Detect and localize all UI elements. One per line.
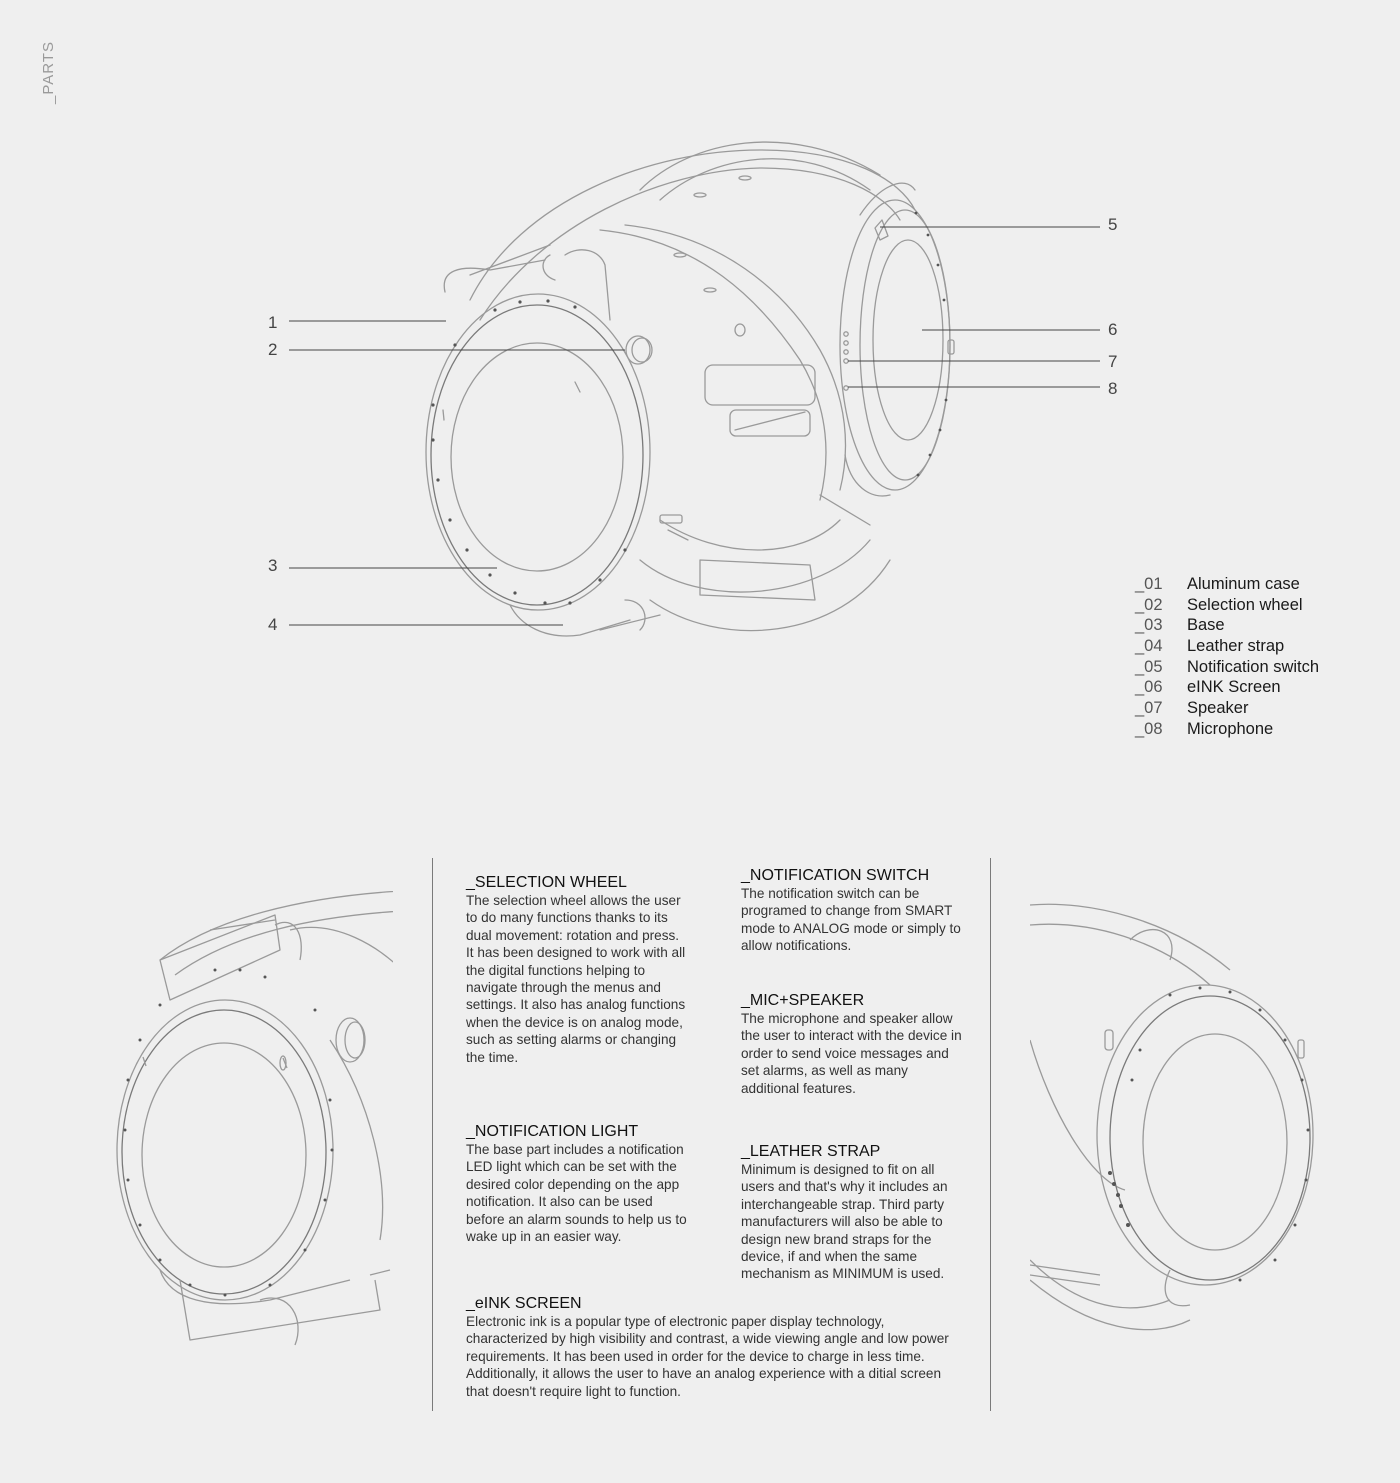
section-body: Electronic ink is a popular type of electronic paper display technology, characterized by high visibility and contrast, a wide viewing angle and low power requirements. It has been used in order for the device to charge in less time. Additionally, it allows the user to have an analog experience with a ditial screen that doesn't require light to function. [466,1314,949,1399]
watch-front-illustration [100,880,400,1360]
section-notification-light [466,1122,691,1245]
section-body: The base part includes a notification LED light which can be set with the desired color depending on the app notification. It also can be used before an alarm sounds to help us to wake up in an easier way. [466,1142,687,1245]
parts-legend [1135,574,1375,740]
legend-label: Leather strap [1187,636,1285,655]
divider-left [432,858,433,1411]
legend-label: eINK Screen [1187,678,1281,697]
legend-label: Aluminum case [1187,574,1300,593]
legend-label: Speaker [1187,698,1249,717]
watch-back-illustration [1030,880,1330,1360]
callout-number-3: 3 [268,556,278,575]
section-body: The notification switch can be programed to change from SMART mode to ANALOG mode or simply to allow notifications. [741,886,961,954]
legend-row [1135,719,1375,740]
legend-code: _01 [1135,574,1163,593]
legend-row [1135,636,1375,657]
section-title: _MIC+SPEAKER [741,992,865,1009]
section-leather-strap [741,1142,966,1283]
callout-number-4: 4 [268,615,278,634]
section-title: _NOTIFICATION LIGHT [466,1123,639,1140]
legend-code: _03 [1135,616,1163,635]
section-body: Minimum is designed to fit on all users and that's why it includes an interchangeable strap. Third party manufacturers will also be able to design new brand straps for the device, if and when the same mechanism as MINIMUM is used. [741,1162,948,1282]
section-title: _eINK SCREEN [466,1295,582,1312]
section-notification-switch [741,866,966,955]
legend-label: Microphone [1187,719,1274,738]
callout-number-7: 7 [1108,352,1118,371]
legend-code: _02 [1135,595,1163,614]
legend-row [1135,657,1375,678]
legend-code: _04 [1135,636,1163,655]
legend-label: Notification switch [1187,657,1320,676]
legend-row [1135,574,1375,595]
callout-number-6: 6 [1108,320,1118,339]
legend-row [1135,698,1375,719]
legend-code: _05 [1135,657,1163,676]
legend-code: _08 [1135,719,1163,738]
divider-right [990,858,991,1411]
section-title: _NOTIFICATION SWITCH [741,867,930,884]
section-title: _SELECTION WHEEL [466,874,627,891]
callout-number-2: 2 [268,340,278,359]
section-selection-wheel [466,873,686,1066]
legend-row [1135,595,1375,616]
section-mic-speaker [741,991,966,1097]
side-title: _PARTS [40,41,57,104]
callout-number-1: 1 [268,313,278,332]
legend-code: _07 [1135,698,1163,717]
legend-label: Base [1187,616,1225,635]
section-body: The microphone and speaker allow the user to interact with the device in order to send voice messages and set alarms, as well as many additional features. [741,1011,962,1096]
section-body: The selection wheel allows the user to do many functions thanks to its dual movement: rotation and press. It has been designed to work with all the digital functions helping to navigate through the menus and settings. It also has analog functions when the device is on analog mode, such as setting alarms or changing the time. [466,893,686,1065]
section-title: _LEATHER STRAP [741,1143,881,1160]
legend-label: Selection wheel [1187,595,1303,614]
callout-number-5: 5 [1108,215,1118,234]
legend-code: _06 [1135,678,1163,697]
callout-number-8: 8 [1108,379,1118,398]
section-eink-screen [466,1294,956,1400]
legend-row [1135,615,1375,636]
legend-row [1135,677,1375,698]
